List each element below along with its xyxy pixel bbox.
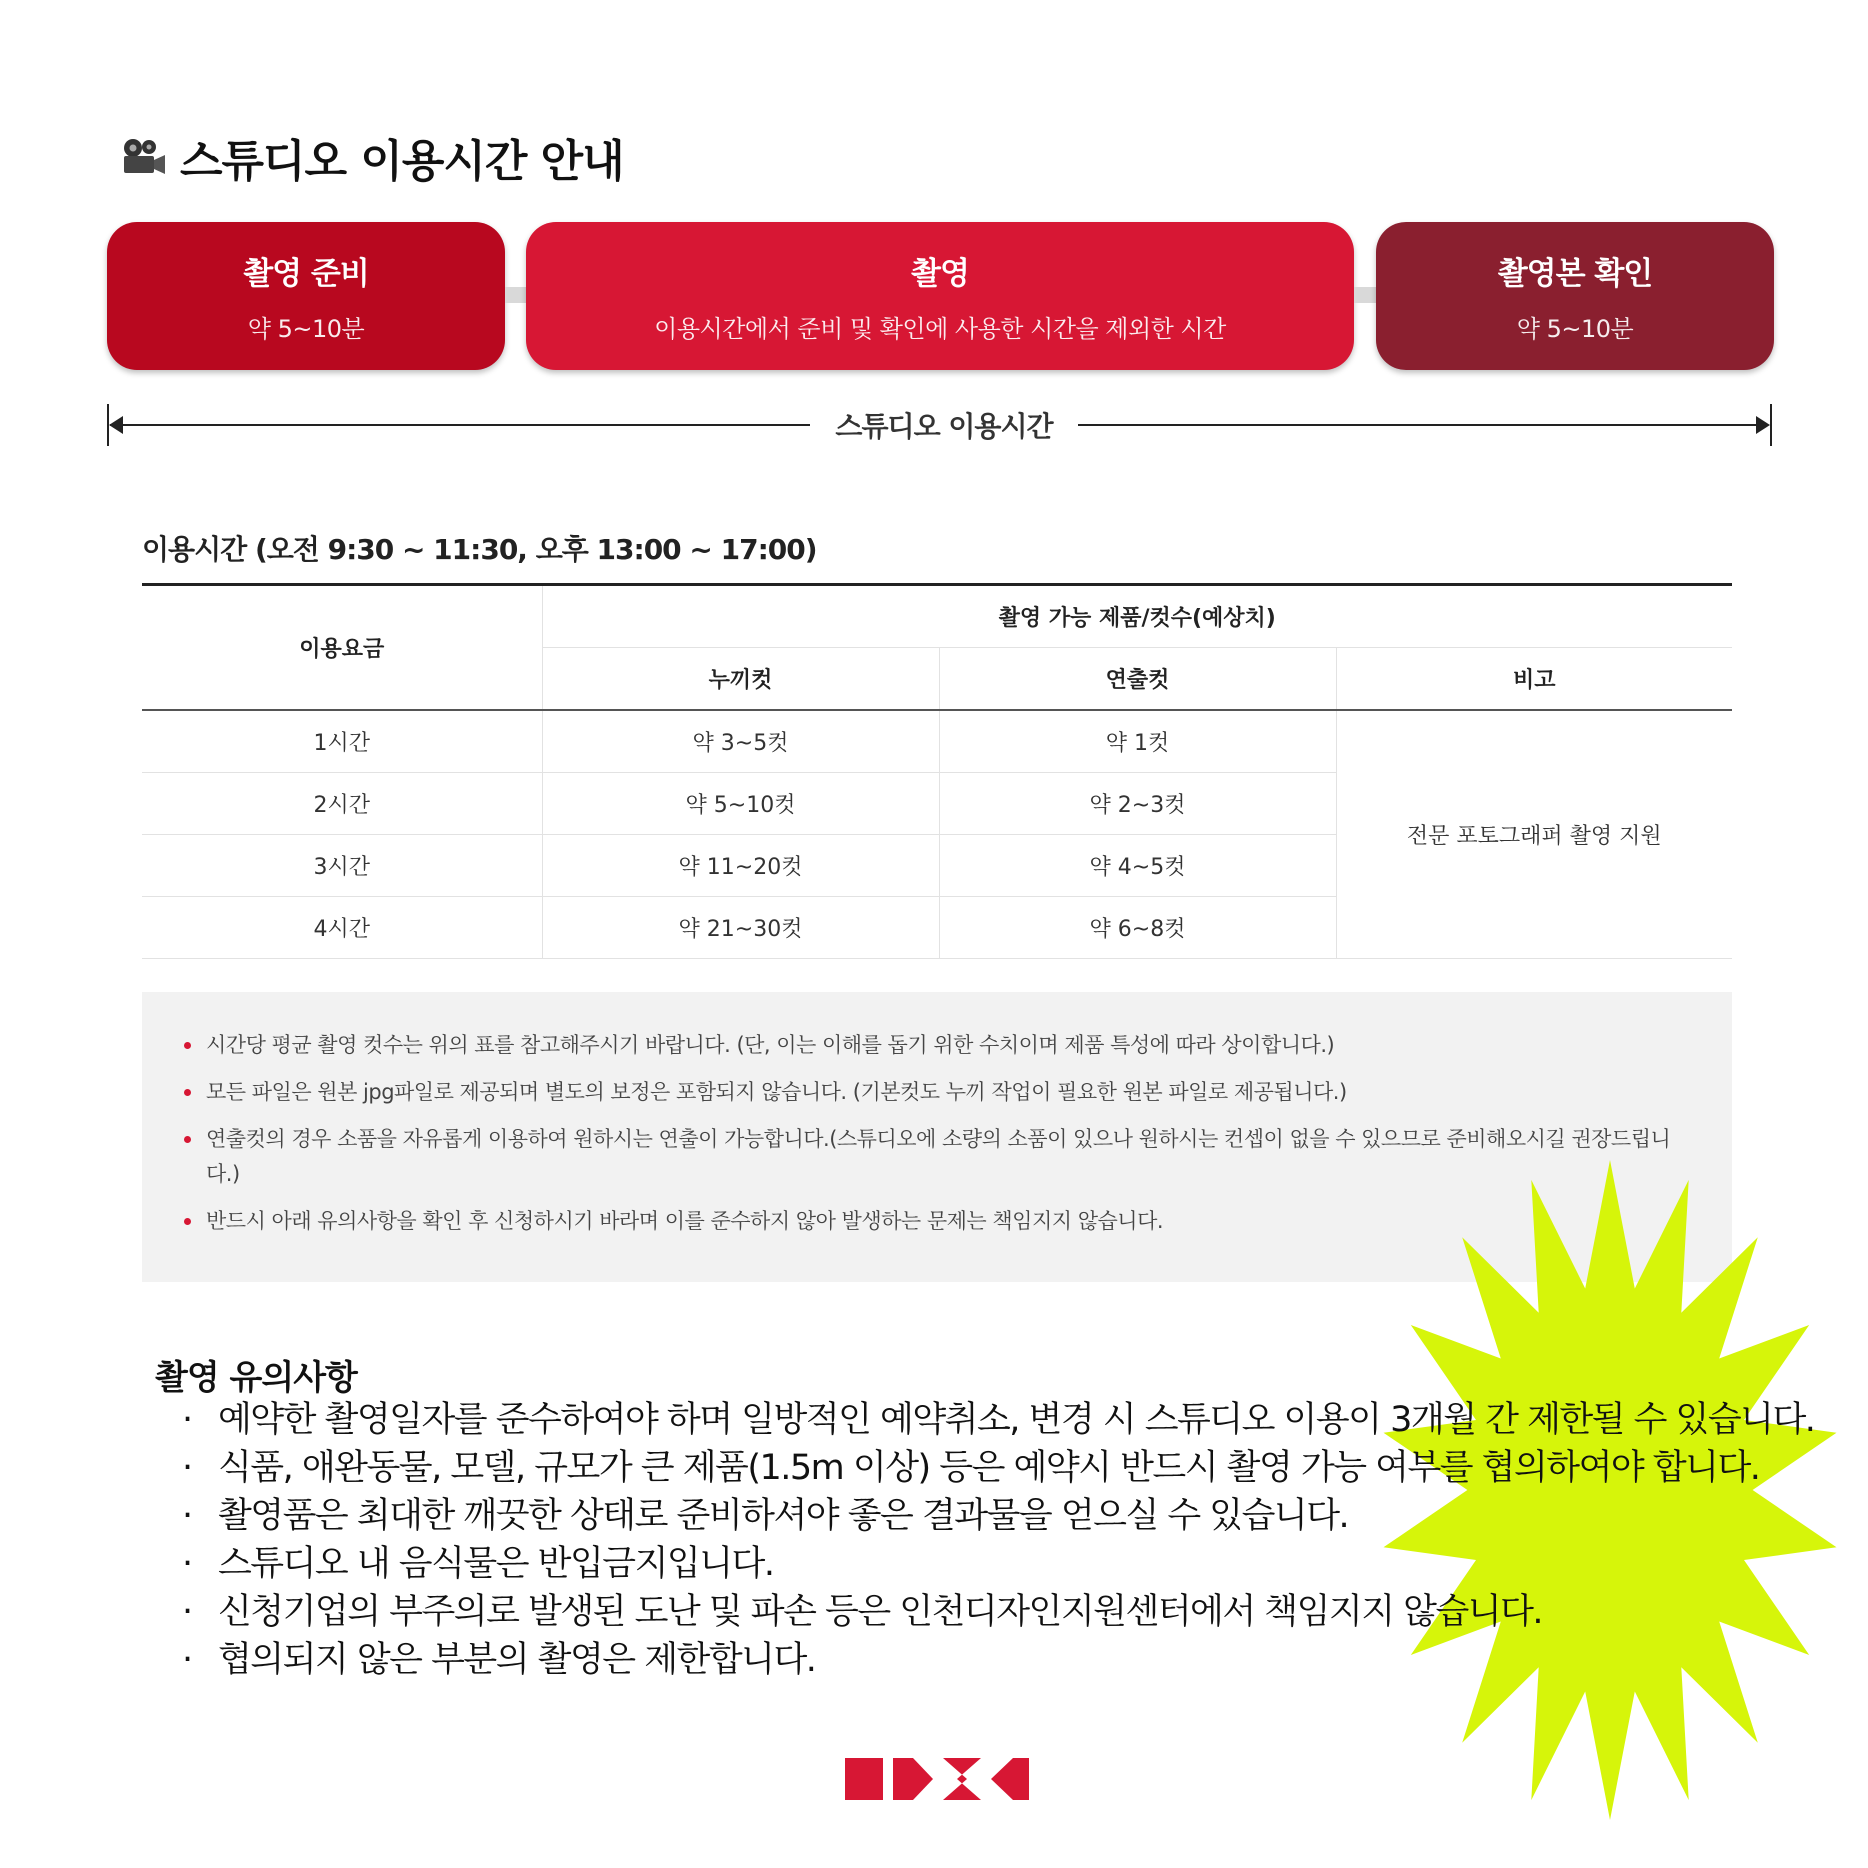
- col-header-styled: 연출컷: [939, 648, 1336, 711]
- cell-nukki: 약 5~10컷: [542, 773, 939, 835]
- price-table: [142, 583, 1732, 959]
- table-row: [142, 710, 1732, 773]
- cell-fee: 1시간: [142, 710, 542, 773]
- note-text: 반드시 아래 유의사항을 확인 후 신청하시기 바라며 이를 준수하지 않아 발생하는 문제는 책임지지 않습니다.: [206, 1209, 1164, 1233]
- note-text: 연출컷의 경우 소품을 자유롭게 이용하여 원하시는 연출이 가능합니다.(스튜디오에 소량의 소품이 있으나 원하시는 컨셉이 없을 수 있으므로 준비해오시길 권장드립니다.): [206, 1127, 1671, 1186]
- bullet-dot-icon: [184, 1042, 191, 1049]
- note-text: 모든 파일은 원본 jpg파일로 제공되며 별도의 보정은 포함되지 않습니다. (기본컷도 누끼 작업이 필요한 원본 파일로 제공됩니다.): [206, 1080, 1347, 1104]
- span-line: [110, 424, 810, 426]
- cell-fee: 3시간: [142, 835, 542, 897]
- caution-item: [170, 1444, 1814, 1492]
- cell-nukki: 약 11~20컷: [542, 835, 939, 897]
- caution-text: 협의되지 않은 부분의 촬영은 제한합니다.: [218, 1640, 816, 1680]
- caution-item: [170, 1636, 1814, 1684]
- hours-heading: 이용시간 (오전 9:30 ~ 11:30, 오후 13:00 ~ 17:00): [142, 533, 817, 566]
- bullet-mark: ·: [182, 1400, 192, 1440]
- flow-step-heading: 촬영 준비: [243, 256, 369, 292]
- cell-styled: 약 2~3컷: [939, 773, 1336, 835]
- cell-fee: 4시간: [142, 897, 542, 959]
- page-title: [120, 125, 624, 189]
- cell-styled: 약 1컷: [939, 710, 1336, 773]
- caution-text: 스튜디오 내 음식물은 반입금지입니다.: [218, 1544, 774, 1584]
- caution-item: [170, 1396, 1814, 1444]
- flow-step-sub: 약 5~10분: [1516, 315, 1634, 343]
- bullet-dot-icon: [184, 1136, 191, 1143]
- flow-step-heading: 촬영: [911, 256, 969, 292]
- flow-step-prep: [107, 222, 505, 370]
- bullet-mark: ·: [182, 1448, 192, 1488]
- note-item: [184, 1028, 1682, 1063]
- bullet-dot-icon: [184, 1218, 191, 1225]
- cell-styled: 약 6~8컷: [939, 897, 1336, 959]
- bullet-mark: ·: [182, 1592, 192, 1632]
- flow-connector: [1354, 287, 1376, 303]
- caution-text: 촬영품은 최대한 깨끗한 상태로 준비하셔야 좋은 결과물을 얻으실 수 있습니다.: [218, 1496, 1349, 1536]
- bullet-dot-icon: [184, 1089, 191, 1096]
- note-text: 시간당 평균 촬영 컷수는 위의 표를 참고해주시기 바랍니다. (단, 이는 이해를 돕기 위한 수치이며 제품 특성에 따라 상이합니다.): [206, 1033, 1335, 1057]
- caution-item: [170, 1588, 1814, 1636]
- flow-step-heading: 촬영본 확인: [1497, 256, 1653, 292]
- bullet-mark: ·: [182, 1640, 192, 1680]
- col-header-group: 촬영 가능 제품/컷수(예상치): [542, 585, 1732, 648]
- cell-nukki: 약 3~5컷: [542, 710, 939, 773]
- caution-text: 식품, 애완동물, 모델, 규모가 큰 제품(1.5m 이상) 등은 예약시 반드시 촬영 가능 여부를 협의하여야 합니다.: [218, 1448, 1760, 1488]
- caution-item: [170, 1540, 1814, 1588]
- span-label: 스튜디오 이용시간: [835, 410, 1053, 443]
- caution-list: [170, 1396, 1814, 1684]
- caution-title: 촬영 유의사항: [155, 1358, 357, 1398]
- arrow-right-icon: [1756, 416, 1770, 434]
- flow-step-sub: 이용시간에서 준비 및 확인에 사용한 시간을 제외한 시간: [654, 315, 1226, 343]
- cell-fee: 2시간: [142, 773, 542, 835]
- cell-nukki: 약 21~30컷: [542, 897, 939, 959]
- flow-step-sub: 약 5~10분: [247, 315, 365, 343]
- caution-text: 예약한 촬영일자를 준수하여야 하며 일방적인 예약취소, 변경 시 스튜디오 이용이 3개월 간 제한될 수 있습니다.: [218, 1400, 1815, 1440]
- cell-note: 전문 포토그래퍼 촬영 지원: [1336, 710, 1732, 959]
- movie-camera-icon: [120, 137, 166, 177]
- bullet-mark: ·: [182, 1496, 192, 1536]
- caution-item: [170, 1492, 1814, 1540]
- note-item: [184, 1075, 1682, 1110]
- col-header-note: 비고: [1336, 648, 1732, 711]
- flow-step-shoot: [526, 222, 1354, 370]
- title-text: 스튜디오 이용시간 안내: [180, 136, 624, 187]
- bullet-mark: ·: [182, 1544, 192, 1584]
- col-header-nukki: 누끼컷: [542, 648, 939, 711]
- col-header-fee: 이용요금: [142, 585, 542, 711]
- span-line: [1078, 424, 1768, 426]
- idsc-logo: [845, 1758, 1029, 1800]
- caution-text: 신청기업의 부주의로 발생된 도난 및 파손 등은 인천디자인지원센터에서 책임지지 않습니다.: [218, 1592, 1543, 1632]
- cell-styled: 약 4~5컷: [939, 835, 1336, 897]
- span-tick: [1770, 404, 1772, 446]
- flow-connector: [505, 287, 526, 303]
- flow-step-review: [1376, 222, 1774, 370]
